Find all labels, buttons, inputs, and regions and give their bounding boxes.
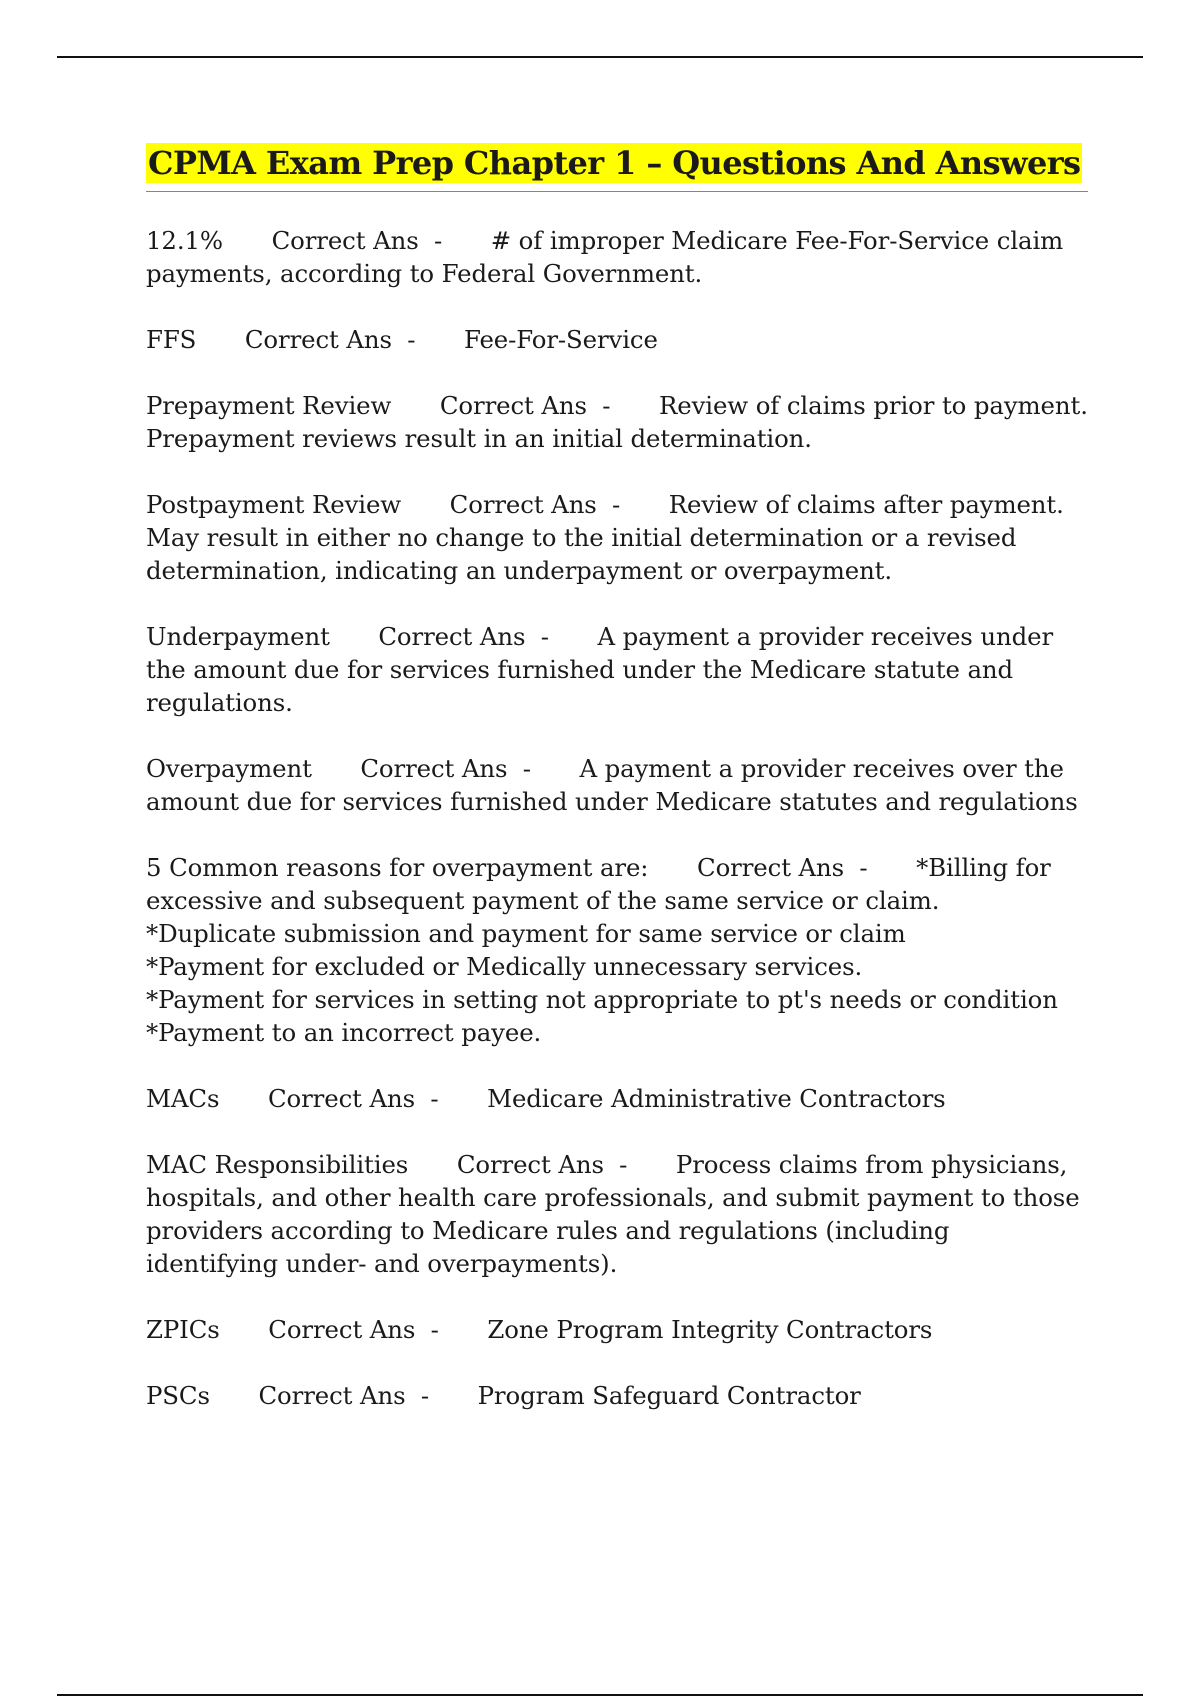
qa-term: FFS <box>146 325 197 354</box>
qa-answer: Program Safeguard Contractor <box>477 1381 861 1410</box>
correct-ans-marker: Correct Ans - <box>439 391 611 420</box>
qa-term: Postpayment Review <box>146 490 402 519</box>
correct-ans-marker: Correct Ans - <box>449 490 621 519</box>
qa-item <box>146 1148 1088 1280</box>
qa-answer-line: *Payment for services in setting not appropriate to pt's needs or condition <box>146 985 1058 1014</box>
qa-item <box>146 851 1088 1049</box>
qa-answer: Process claims from physicians, hospitals, and other health care professionals, and submit payment to those providers according to Medicare rules and regulations (including identifying under- and overpayments). <box>146 1150 1080 1278</box>
qa-item <box>146 488 1088 587</box>
qa-answer: *Billing for excessive and subsequent payment of the same service or claim. <box>146 853 1051 915</box>
qa-item <box>146 323 1088 356</box>
qa-term: Overpayment <box>146 754 312 783</box>
qa-item <box>146 620 1088 719</box>
correct-ans-marker: Correct Ans - <box>697 853 868 882</box>
qa-term: MACs <box>146 1084 220 1113</box>
qa-term: ZPICs <box>146 1315 220 1344</box>
qa-answer: # of improper Medicare Fee-For-Service claim payments, according to Federal Government. <box>146 226 1064 288</box>
qa-term: 12.1% <box>146 226 223 255</box>
qa-item <box>146 389 1088 455</box>
qa-answer: Fee-For-Service <box>463 325 658 354</box>
qa-list <box>146 224 1088 1412</box>
qa-term: MAC Responsibilities <box>146 1150 409 1179</box>
qa-answer-line: *Payment for excluded or Medically unnecessary services. <box>146 952 863 981</box>
correct-ans-marker: Correct Ans - <box>268 1315 439 1344</box>
qa-item <box>146 224 1088 290</box>
qa-answer: A payment a provider receives under the amount due for services furnished under the Medicare statute and regulations. <box>146 622 1054 717</box>
qa-item <box>146 1379 1088 1412</box>
correct-ans-marker: Correct Ans - <box>244 325 416 354</box>
correct-ans-marker: Correct Ans - <box>271 226 443 255</box>
qa-answer: A payment a provider receives over the amount due for services furnished under Medicare statutes and regulations <box>146 754 1078 816</box>
qa-answer-line: *Payment to an incorrect payee. <box>146 1018 542 1047</box>
header-rule <box>57 56 1143 58</box>
qa-answer: Zone Program Integrity Contractors <box>487 1315 933 1344</box>
qa-answer: Review of claims after payment. May result in either no change to the initial determination or a revised determination, indicating an underpayment or overpayment. <box>146 490 1064 585</box>
qa-answer: Medicare Administrative Contractors <box>487 1084 946 1113</box>
document-title: CPMA Exam Prep Chapter 1 – Questions And Answers <box>148 144 1081 182</box>
qa-term: PSCs <box>146 1381 210 1410</box>
footer-rule <box>57 1694 1143 1696</box>
qa-term: Underpayment <box>146 622 330 651</box>
qa-item <box>146 1313 1088 1346</box>
correct-ans-marker: Correct Ans - <box>456 1150 628 1179</box>
correct-ans-marker: Correct Ans - <box>267 1084 439 1113</box>
document-body <box>146 143 1088 1445</box>
correct-ans-marker: Correct Ans - <box>360 754 531 783</box>
correct-ans-marker: Correct Ans - <box>378 622 549 651</box>
qa-term: Prepayment Review <box>146 391 392 420</box>
qa-item <box>146 752 1088 818</box>
qa-answer-line: *Duplicate submission and payment for same service or claim <box>146 919 906 948</box>
qa-answer: Review of claims prior to payment. Prepayment reviews result in an initial determination. <box>146 391 1088 453</box>
qa-item <box>146 1082 1088 1115</box>
correct-ans-marker: Correct Ans - <box>258 1381 430 1410</box>
qa-term: 5 Common reasons for overpayment are: <box>146 853 649 882</box>
title-block <box>146 143 1088 192</box>
